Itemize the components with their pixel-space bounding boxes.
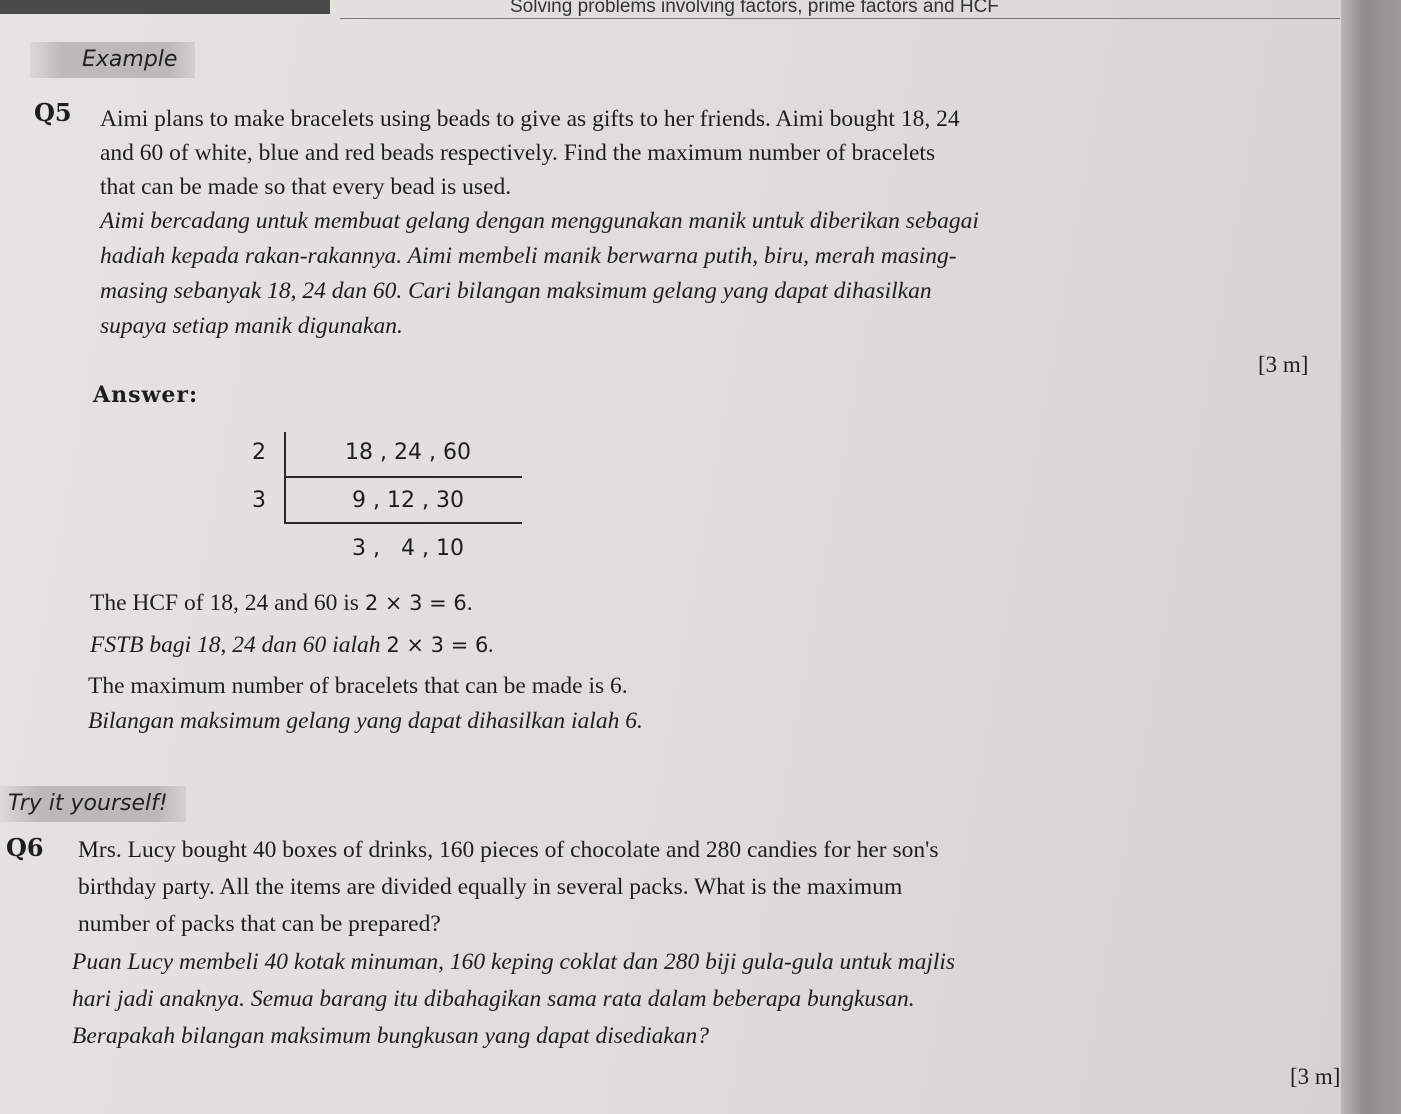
hcf-math: 2 × 3 = 6 (386, 633, 489, 657)
q6-english-text (78, 832, 938, 943)
q6-marks: [3 m] (1290, 1064, 1341, 1089)
q6-english-line: Mrs. Lucy bought 40 boxes of drinks, 160 pieces of chocolate and 280 candies for her son's (78, 837, 939, 863)
q5-malay-line: supaya setiap manik digunakan. (100, 313, 403, 339)
ladder-row: 18 , 24 , 60 (345, 440, 471, 465)
q5-english-line: Aimi plans to make bracelets using beads to give as gifts to her friends. Aimi bought 18, 24 (100, 106, 960, 132)
q6-malay-text (72, 944, 955, 1055)
q5-marks: [3 m] (1258, 352, 1309, 377)
conclusion-malay: Bilangan maksimum gelang yang dapat dihasilkan ialah 6. (88, 708, 643, 734)
ladder-divisor: 2 (252, 440, 266, 465)
q5-malay-line: hadiah kepada rakan-rakannya. Aimi membeli manik berwarna putih, biru, merah masing- (100, 243, 957, 269)
running-head: Solving problems involving factors, prime factors and HCF (510, 0, 999, 17)
try-it-yourself-banner: Try it yourself! (0, 786, 186, 822)
q5-english-line: that can be made so that every bead is used. (100, 174, 512, 200)
q6-malay-line: Puan Lucy membeli 40 kotak minuman, 160 keping coklat dan 280 biji gula-gula untuk majlis (72, 949, 956, 975)
division-ladder (240, 432, 540, 572)
ladder-horizontal-line (284, 476, 522, 478)
book-spine-shadow (1341, 0, 1401, 1114)
q5-malay-text (100, 204, 979, 344)
hcf-statement-malay (90, 632, 494, 659)
q6-number: Q6 (6, 833, 44, 862)
q6-english-line: number of packs that can be prepared? (78, 911, 441, 937)
q6-malay-line: hari jadi anaknya. Semua barang itu dibahagikan sama rata dalam beberapa bungkusan. (72, 986, 915, 1012)
q6-malay-line: Berapakah bilangan maksimum bungkusan yang dapat disediakan? (72, 1023, 710, 1049)
q5-number: Q5 (34, 98, 72, 127)
ladder-row: 9 , 12 , 30 (352, 488, 464, 513)
hcf-math: 2 × 3 = 6 (364, 591, 467, 615)
answer-label: Answer: (93, 382, 199, 408)
q6-english-line: birthday party. All the items are divided equally in several packs. What is the maximum (78, 874, 903, 900)
hcf-period: . (466, 590, 473, 616)
ladder-row: 3 , 4 , 10 (352, 536, 464, 561)
ladder-divisor: 3 (252, 488, 266, 513)
hcf-period: . (488, 632, 495, 658)
q5-malay-line: Aimi bercadang untuk membuat gelang dengan menggunakan manik untuk diberikan sebagai (100, 208, 979, 234)
q5-english-text (100, 102, 960, 204)
header-bar (0, 0, 330, 14)
example-banner: Example (30, 42, 195, 78)
q5-english-line: and 60 of white, blue and red beads respectively. Find the maximum number of bracelets (100, 140, 936, 166)
hcf-my-text: FSTB bagi 18, 24 dan 60 ialah (90, 632, 387, 658)
ladder-horizontal-line (284, 522, 522, 524)
header-rule (340, 18, 1340, 19)
hcf-statement-english (90, 590, 473, 617)
hcf-en-text: The HCF of 18, 24 and 60 is (90, 590, 365, 616)
conclusion-english: The maximum number of bracelets that can be made is 6. (88, 673, 628, 699)
q5-malay-line: masing sebanyak 18, 24 dan 60. Cari bilangan maksimum gelang yang dapat dihasilkan (100, 278, 932, 304)
